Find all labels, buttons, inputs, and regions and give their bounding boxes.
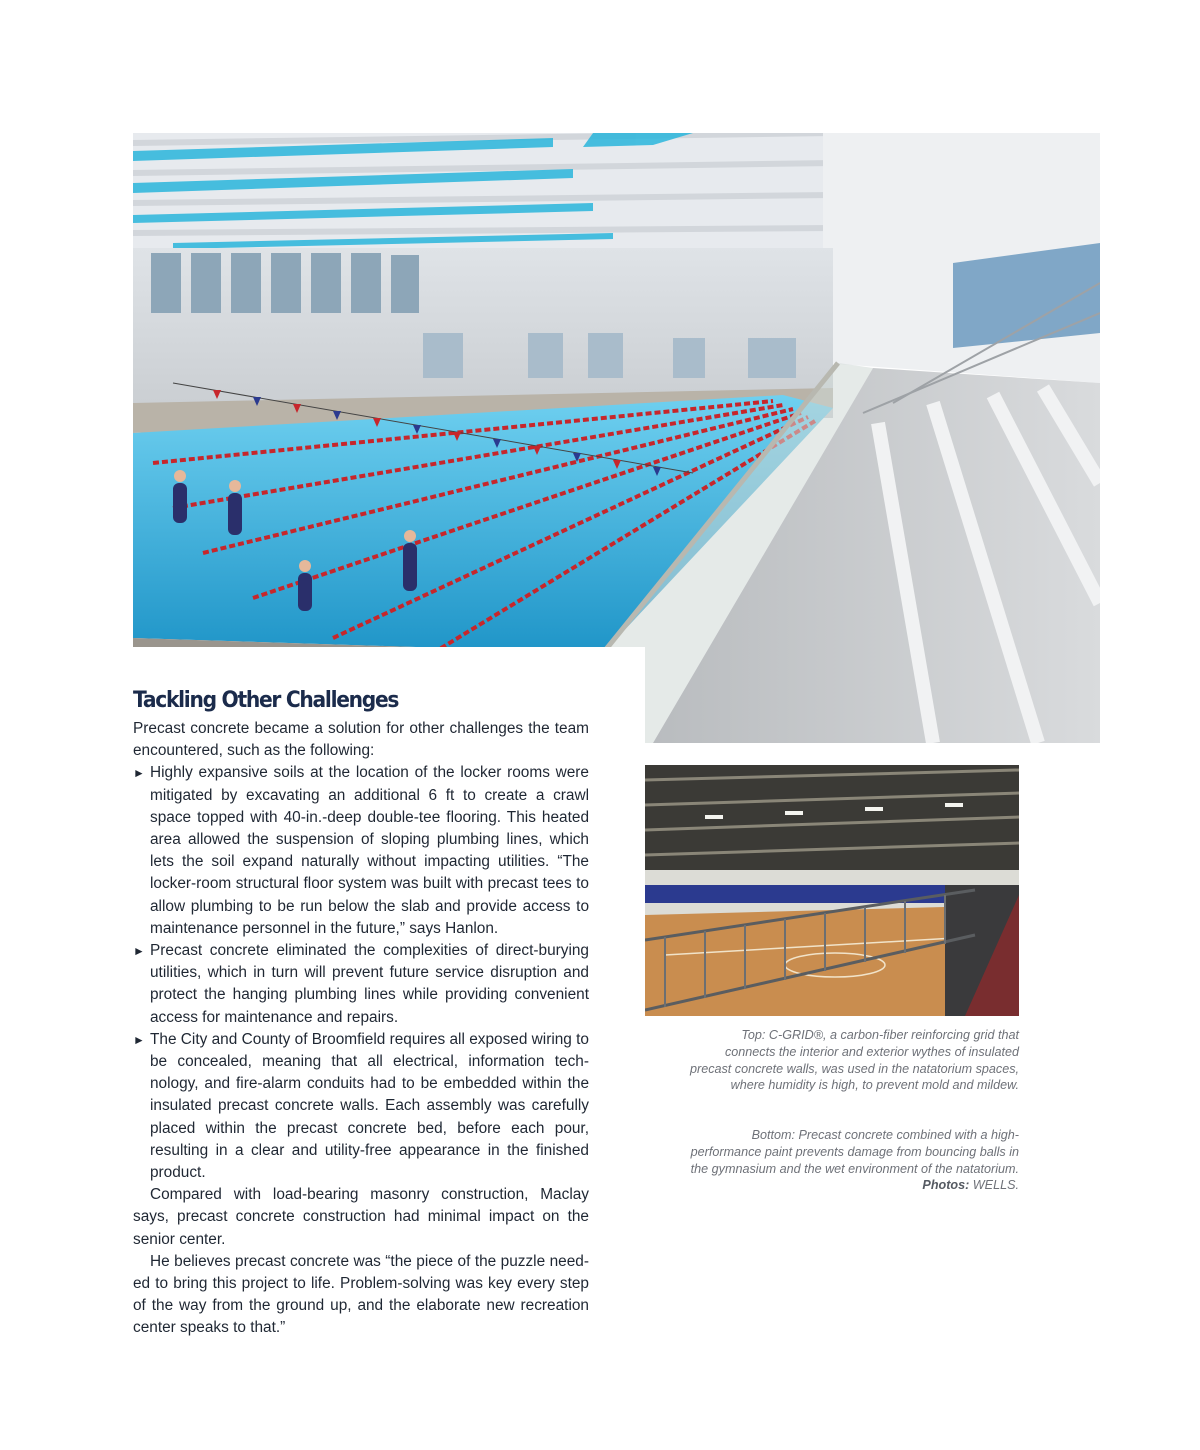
- list-item-text: Highly expansive soils at the location of the locker rooms were mitigated by excavating an additional 6 ft to create a crawl space topped with 40-in.-deep double-tee flooring. This heated area allowed the suspension of sloping plumbing lines, which lets the soil expand naturally without impacting utilities. “The locker-room structural floor system was built with precast tees to allow plumbing to be run below the slab and provide access to maintenance personnel in the future,” says Hanlon.: [150, 764, 589, 937]
- section-heading: Tackling Other Challenges: [133, 688, 399, 713]
- gymnasium-illustration: [645, 765, 1019, 1016]
- photo-credit: WELLS.: [972, 1178, 1019, 1193]
- photo-caption-bottom: [690, 1127, 1019, 1194]
- intro-paragraph: Precast concrete became a solution for other challenges the team encountered, such as the following:: [133, 720, 589, 760]
- photo-caption-top: Top: C-GRID®, a carbon-fiber reinforcing grid that connects the interior and exterior wythes of insulated precast concrete walls, was used in the natatorium spaces, where humidity is high, to prevent mold and mildew.: [690, 1028, 1019, 1093]
- caption-bottom-text: Bottom: Precast concrete combined with a high-performance paint prevents damage from bouncing balls in the gymnasium and the wet environment of the natatorium.: [690, 1128, 1019, 1176]
- gymnasium-photo: [645, 765, 1019, 1016]
- list-item-text: Precast concrete eliminated the complexities of direct-burying utilities, which in turn will prevent future service disruption and protect the hanging plumbing lines while providing convenient access for maintenance and repairs.: [150, 942, 589, 1026]
- body-paragraph: He believes precast concrete was “the piece of the puzzle needed to bring this project to life. Problem-solving was key every step of the way from the ground up, and the elaborate new recreation center speaks to that.”: [133, 1252, 589, 1337]
- list-item: [133, 940, 589, 1029]
- list-item-text: The City and County of Broomfield requires all exposed wiring to be concealed, meaning that all electrical, information technology, and fire-alarm conduits had to be embedded within the insulated precast concrete walls. Each assembly was carefully placed within the precast concrete bed, before each pour, resulting in a clear and utility-free appearance in the finished product.: [150, 1030, 589, 1182]
- bullet-arrow-icon: ►: [133, 766, 145, 781]
- photo-credit-label: Photos:: [922, 1178, 970, 1193]
- body-paragraph: Compared with load-bearing masonry construction, Maclay says, precast concrete construction had minimal impact on the senior center.: [133, 1186, 589, 1248]
- bullet-arrow-icon: ►: [133, 944, 145, 959]
- list-item: [133, 762, 589, 940]
- list-item: [133, 1029, 589, 1184]
- challenge-list: [133, 762, 589, 1184]
- article-body: [133, 686, 589, 1340]
- bullet-arrow-icon: ►: [133, 1032, 145, 1047]
